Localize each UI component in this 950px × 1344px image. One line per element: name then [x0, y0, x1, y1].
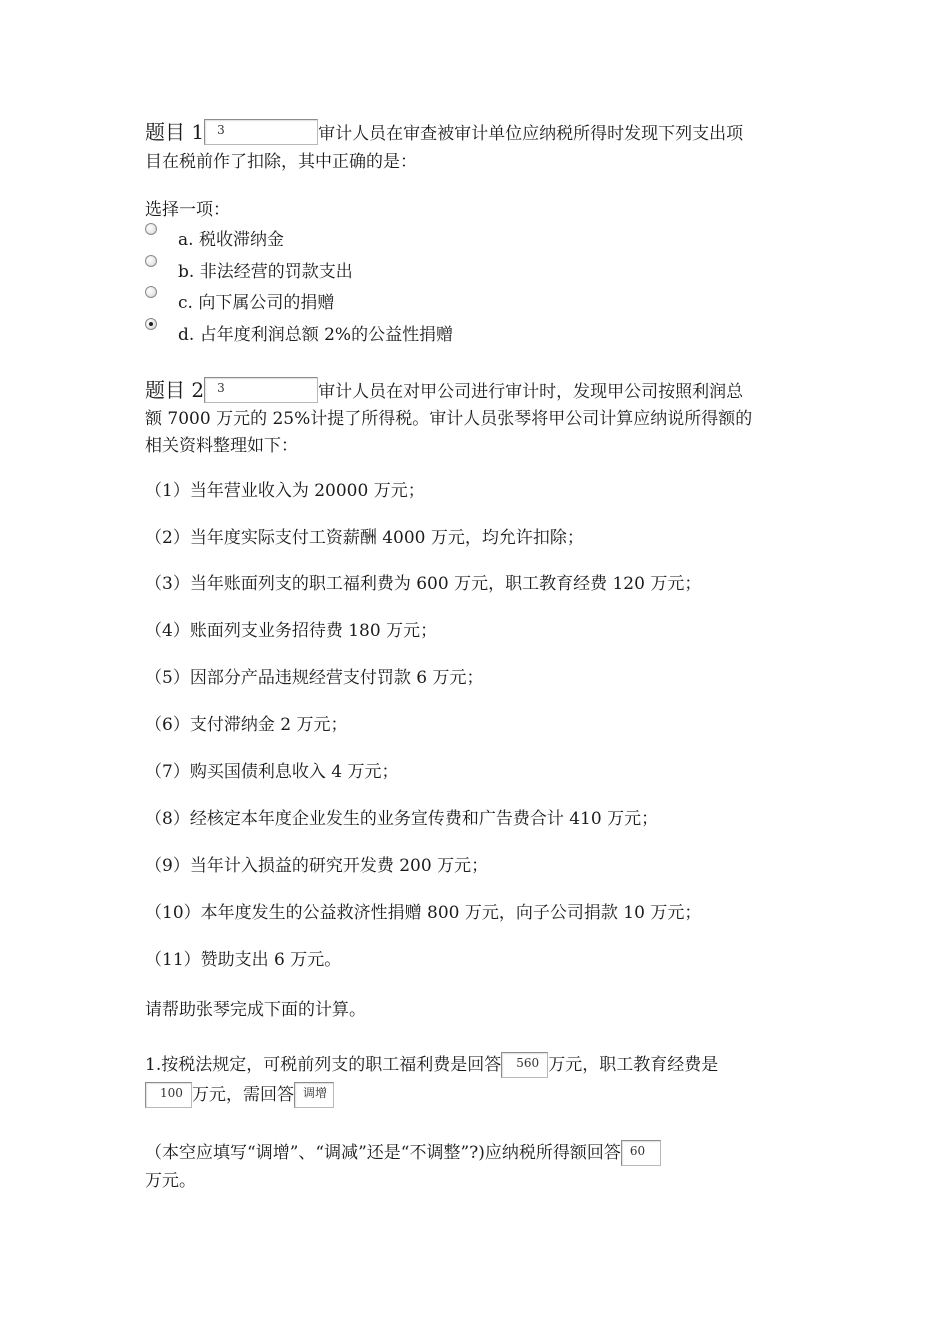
q2-item-10: （10）本年度发生的公益救济性捐赠 800 万元，向子公司捐款 10 万元；	[145, 903, 702, 923]
answer-education-input[interactable]: 100	[145, 1082, 192, 1108]
q2-sub1-part5: 万元。	[145, 1171, 196, 1191]
q2-item-3: （3）当年账面列支的职工福利费为 600 万元，职工教育经费 120 万元；	[145, 574, 702, 594]
q2-sub1-line2	[145, 1084, 334, 1110]
radio-d-selected[interactable]	[145, 318, 157, 330]
q2-text-line1: 审计人员在对甲公司进行审计时，发现甲公司按照利润总	[318, 382, 744, 402]
answer-welfare-input[interactable]: 560	[501, 1052, 548, 1078]
q1-title: 题目 1	[145, 120, 205, 144]
q2-sub1-part3: 万元，需回答	[192, 1085, 294, 1105]
q1-text-line1: 审计人员在审查被审计单位应纳税所得时发现下列支出项	[318, 124, 744, 144]
q2-line3: 相关资料整理如下：	[145, 436, 298, 456]
q2-item-6: （6）支付滞纳金 2 万元；	[145, 715, 348, 735]
q2-item-8: （8）经核定本年度企业发生的业务宣传费和广告费合计 410 万元；	[145, 809, 659, 829]
q2-sub1-part4: （本空应填写“调增”、“调减”还是“不调整”?)应纳税所得额回答	[145, 1143, 621, 1163]
q1-option-c-label: c. 向下属公司的捐赠	[178, 293, 335, 313]
q2-sub1-line3	[145, 1142, 661, 1168]
q1-score-field[interactable]: 3	[204, 119, 318, 145]
answer-adjust-input[interactable]: 调增	[294, 1082, 334, 1108]
radio-a[interactable]	[145, 223, 157, 235]
q2-sub1-part1: 1.按税法规定，可税前列支的职工福利费是回答	[145, 1055, 502, 1075]
q2-line1	[145, 379, 743, 405]
q2-item-1: （1）当年营业收入为 20000 万元；	[145, 481, 425, 501]
q2-item-5: （5）因部分产品违规经营支付罚款 6 万元；	[145, 668, 484, 688]
q2-title: 题目 2	[145, 378, 205, 402]
q2-score-field[interactable]: 3	[204, 377, 318, 403]
answer-taxable-income-input[interactable]: 60	[621, 1140, 661, 1166]
q2-sub1-part2: 万元，职工教育经费是	[548, 1055, 719, 1075]
q2-sub1-line1	[145, 1054, 718, 1080]
q1-option-d-label: d. 占年度利润总额 2%的公益性捐赠	[178, 325, 454, 345]
q2-item-4: （4）账面列支业务招待费 180 万元；	[145, 621, 438, 641]
radio-c[interactable]	[145, 286, 157, 298]
q2-item-11: （11）赞助支出 6 万元。	[145, 950, 342, 970]
q2-line2: 额 7000 万元的 25%计提了所得税。审计人员张琴将甲公司计算应纳说所得额的	[145, 409, 753, 429]
q2-item-7: （7）购买国债利息收入 4 万元；	[145, 762, 399, 782]
q1-line2: 目在税前作了扣除，其中正确的是：	[145, 152, 417, 172]
q2-item-2: （2）当年度实际支付工资薪酬 4000 万元，均允许扣除；	[145, 528, 584, 548]
q1-line1	[145, 121, 743, 147]
q1-option-a-label: a. 税收滞纳金	[178, 230, 284, 250]
q1-prompt: 选择一项：	[145, 200, 230, 220]
q1-option-b-label: b. 非法经营的罚款支出	[178, 262, 353, 282]
q2-instruction: 请帮助张琴完成下面的计算。	[145, 1000, 366, 1020]
q2-item-9: （9）当年计入损益的研究开发费 200 万元；	[145, 856, 489, 876]
radio-b[interactable]	[145, 255, 157, 267]
